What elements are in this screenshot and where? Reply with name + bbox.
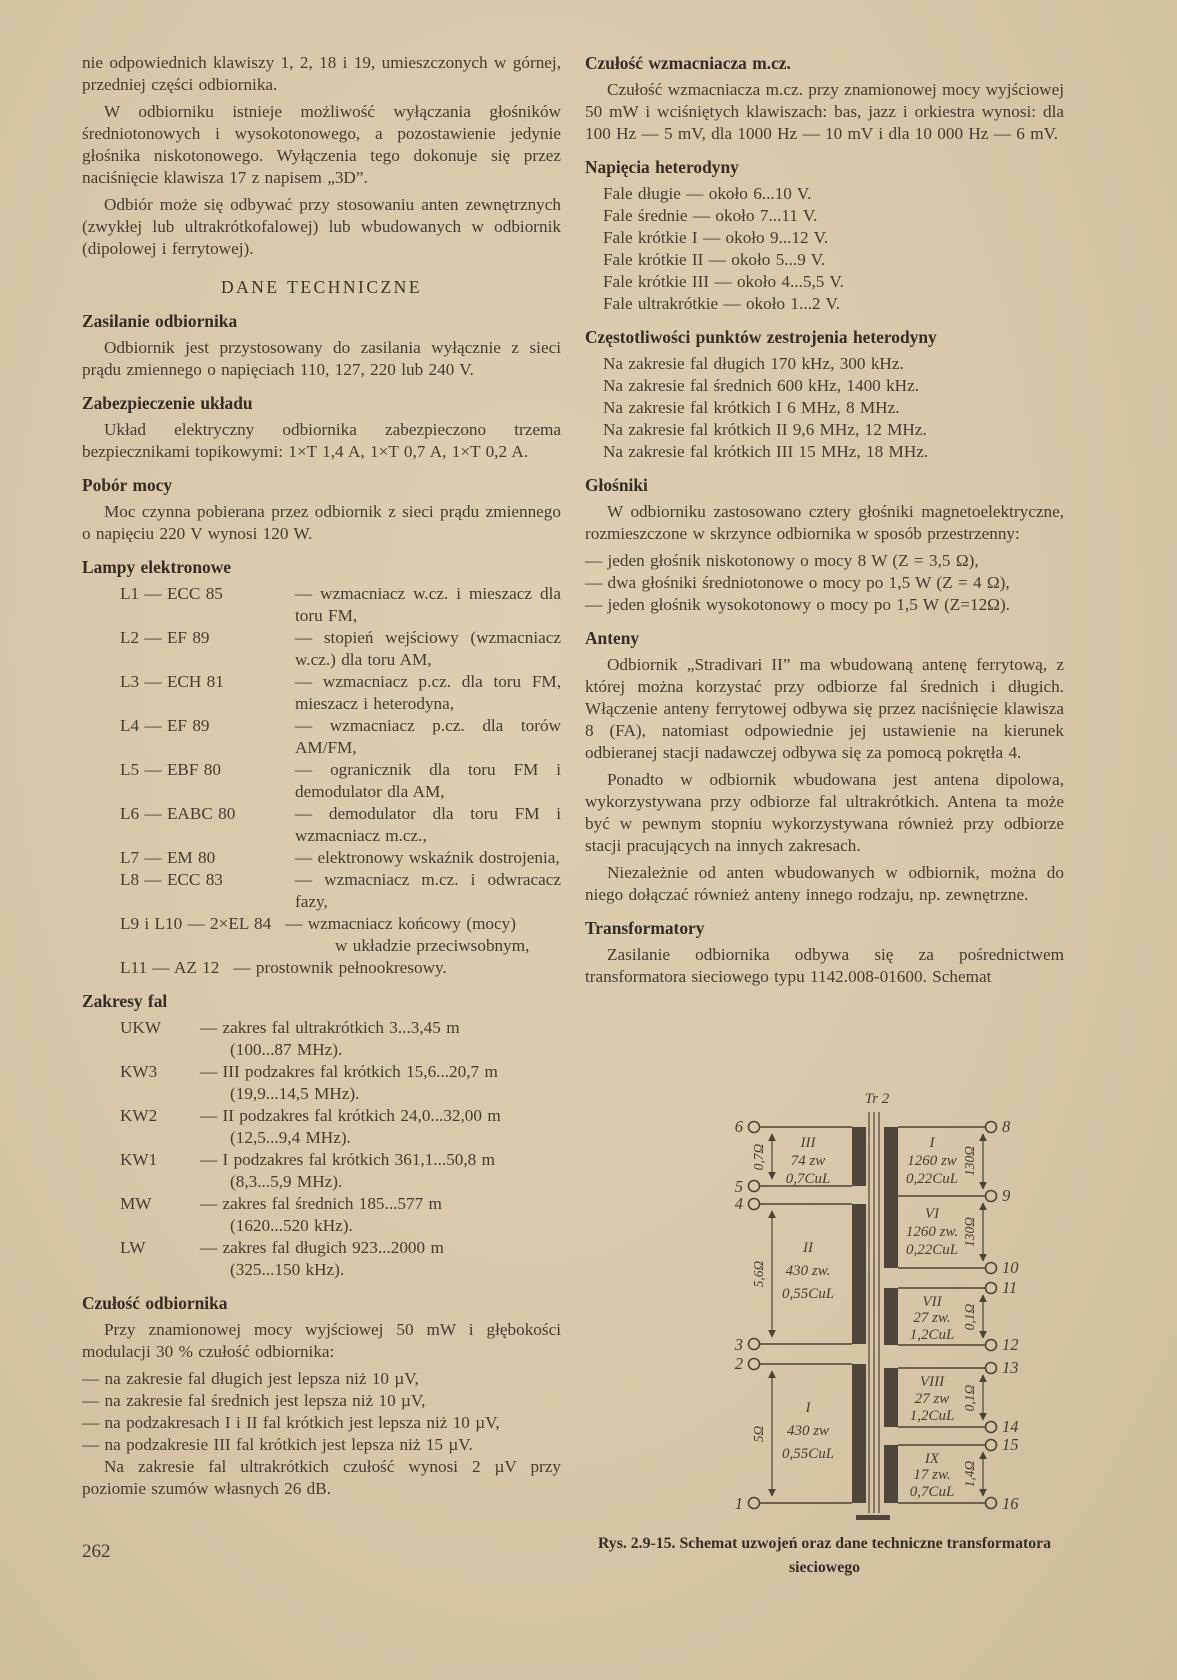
band-freq: (19,9...14,5 MHz).: [230, 1084, 360, 1103]
winding-wire: 0,22CuL: [905, 1171, 959, 1187]
band-id: KW1: [120, 1150, 158, 1169]
winding-wire: 0,7CuL: [785, 1171, 831, 1187]
figure-caption-line1: Rys. 2.9-15. Schemat uzwojeń oraz dane techniczne transformatora: [597, 1535, 1052, 1552]
tube-row: [120, 671, 561, 715]
heading-czulosc: Czułość odbiornika: [82, 1293, 228, 1313]
terminal-number: 9: [1002, 1186, 1011, 1205]
tube-desc-continuation: w układzie przeciwsobnym,: [335, 936, 530, 955]
band-row: [120, 1017, 561, 1061]
heterodyne-voltage-item: Fale krótkie II — około 5...9 V.: [603, 250, 826, 269]
winding-number: III: [800, 1135, 816, 1151]
tube-desc: — wzmacniacz p.cz. dla toru FM, mieszacz i heterodyna,: [295, 672, 561, 713]
heading-pobor-mocy: Pobór mocy: [82, 475, 173, 495]
paragraph: W odbiorniku zastosowano cztery głośniki magnetoelektryczne, rozmieszczone w skrzynce odbiornika w sposób przestrzenny:: [585, 502, 1064, 543]
tube-desc: — wzmacniacz p.cz. dla torów AM/FM,: [295, 716, 561, 757]
winding-wire: 0,55CuL: [781, 1286, 835, 1302]
tube-id: L11 — AZ 12: [120, 958, 220, 977]
heading-zabezpieczenie: Zabezpieczenie układu: [82, 393, 253, 413]
alignment-frequency-item: Na zakresie fal krótkich I 6 MHz, 8 MHz.: [603, 398, 900, 417]
secondary-winding-bars: [884, 1127, 898, 1503]
right-column: [585, 52, 1064, 993]
tube-row: [120, 803, 561, 847]
tube-id: L2 — EF 89: [120, 628, 210, 647]
winding-wire: 0,22CuL: [905, 1242, 959, 1258]
heterodyne-voltage-item: Fale średnie — około 7...11 V.: [603, 206, 818, 225]
figure-caption: [585, 1532, 1064, 1580]
paragraph: Ponadto w odbiornik wbudowana jest antena dipolowa, wykorzystywana przy odbiorze fal ultrakrótkich. Antena ta może być w pewnym stopniu wykorzystywana również przy odbiorze stacji pracujących na innych zakresach.: [585, 770, 1064, 855]
tube-desc: — elektronowy wskaźnik dostrojenia,: [295, 848, 560, 867]
paragraph: Przy znamionowej mocy wyjściowej 50 mW i głębokości modulacji 30 % czułość odbiornika:: [82, 1320, 561, 1361]
winding-number: IX: [924, 1451, 940, 1467]
winding-turns: 430 zw: [786, 1423, 830, 1439]
terminal-number: 13: [1002, 1358, 1019, 1377]
tube-id: L4 — EF 89: [120, 716, 210, 735]
terminal-number: 16: [1002, 1494, 1019, 1513]
tube-row: [120, 583, 561, 627]
winding-number: VII: [922, 1294, 942, 1310]
alignment-frequency-item: Na zakresie fal średnich 600 kHz, 1400 kHz.: [603, 376, 920, 395]
winding-number: VIII: [919, 1374, 945, 1390]
tube-id: L9 i L10 — 2×EL 84: [120, 914, 272, 933]
tube-row: [120, 957, 561, 979]
winding-wire: 0,55CuL: [781, 1446, 835, 1462]
secondary-resistance-dimensions: [962, 1134, 983, 1496]
terminal-number: 8: [1002, 1117, 1011, 1136]
paragraph: Moc czynna pobierana przez odbiornik z sieci prądu zmiennego o napięciu 220 V wynosi 120 W.: [82, 502, 561, 543]
sensitivity-item: — na zakresie fal długich jest lepsza niż 10 µV,: [82, 1369, 419, 1388]
band-range: — II podzakres fal krótkich 24,0...32,00 m: [200, 1106, 501, 1125]
primary-resistance-dimensions: [751, 1134, 772, 1496]
sensitivity-item: — na podzakresach I i II fal krótkich jest lepsza niż 10 µV,: [82, 1413, 500, 1432]
winding-turns: 1260 zw: [907, 1153, 957, 1169]
band-range: — zakres fal średnich 185...577 m: [200, 1194, 442, 1213]
heading-napiecia: Napięcia heterodyny: [585, 157, 739, 177]
band-range: — I podzakres fal krótkich 361,1...50,8 m: [200, 1150, 495, 1169]
band-id: MW: [120, 1194, 152, 1213]
tube-desc: — ogranicznik dla toru FM i demodulator dla AM,: [295, 760, 561, 801]
tube-row: [120, 869, 561, 913]
sensitivity-item: — na podzakresie III fal krótkich jest lepsza niż 15 µV.: [82, 1435, 473, 1454]
resistance-label: 5Ω: [751, 1425, 766, 1443]
tube-row: [120, 627, 561, 671]
primary-winding-labels: [782, 1135, 834, 1462]
band-range: — III podzakres fal krótkich 15,6...20,7 m: [200, 1062, 498, 1081]
winding-number: I: [805, 1400, 811, 1416]
figure-caption-line2: sieciowego: [788, 1559, 861, 1576]
tube-row: [120, 715, 561, 759]
resistance-label: 1,4Ω: [962, 1460, 977, 1488]
winding-turns: 27 zw.: [913, 1310, 951, 1326]
band-freq: (8,3...5,9 MHz).: [230, 1172, 343, 1191]
tube-id: L1 — ECC 85: [120, 584, 223, 603]
winding-wire: 1,2CuL: [909, 1327, 955, 1343]
transformer-label: Tr 2: [864, 1091, 890, 1107]
resistance-label: 5,6Ω: [751, 1260, 766, 1288]
paragraph: Czułość wzmacniacza m.cz. przy znamionowej mocy wyjściowej 50 mW i wciśniętych klawiszach: bas, jazz i orkiestra wynosi: dla 100 Hz — 5 mV, dla 1000 Hz — 10 mV i dla 10 000 Hz — 6 mV.: [585, 80, 1064, 143]
terminal-number: 11: [1002, 1278, 1018, 1297]
transformer-winding-diagram: [720, 1085, 1050, 1535]
winding-turns: 430 zw.: [785, 1263, 831, 1279]
heading-czulosc-wzmacniacza: Czułość wzmacniacza m.cz.: [585, 53, 791, 73]
band-row: [120, 1193, 561, 1237]
speaker-item: — jeden głośnik niskotonowy o mocy 8 W (Z = 3,5 Ω),: [585, 551, 979, 570]
band-row: [120, 1237, 561, 1281]
terminal-number: 4: [734, 1194, 743, 1213]
terminal-number: 3: [734, 1335, 743, 1354]
tube-desc: — stopień wejściowy (wzmacniacz w.cz.) dla toru AM,: [295, 628, 561, 669]
resistance-label: 0,7Ω: [751, 1143, 766, 1171]
terminal-number: 1: [734, 1494, 743, 1513]
tube-id: L7 — EM 80: [120, 848, 216, 867]
resistance-label: 0,1Ω: [962, 1384, 977, 1412]
tube-desc: — prostownik pełnookresowy.: [233, 958, 447, 977]
band-id: KW3: [120, 1062, 158, 1081]
winding-wire: 0,7CuL: [909, 1484, 955, 1500]
band-row: [120, 1105, 561, 1149]
alignment-frequency-item: Na zakresie fal krótkich II 9,6 MHz, 12 MHz.: [603, 420, 927, 439]
heading-glosniki: Głośniki: [585, 475, 648, 495]
terminal-number: 12: [1002, 1335, 1019, 1354]
tube-row: [120, 759, 561, 803]
band-row: [120, 1149, 561, 1193]
terminal-number: 2: [734, 1354, 743, 1373]
band-id: LW: [120, 1238, 146, 1257]
sensitivity-item: — na zakresie fal średnich jest lepsza niż 10 µV,: [82, 1391, 426, 1410]
terminal-number: 5: [734, 1177, 743, 1196]
paragraph: Odbiór może się odbywać przy stosowaniu anten zewnętrznych (zwykłej lub ultrakrótkofalowej) lub wbudowanych w odbiornik (dipolowej i ferrytowej).: [82, 195, 561, 258]
tube-list: [120, 583, 561, 979]
terminal-number: 15: [1002, 1435, 1019, 1454]
terminal-number: 6: [734, 1117, 743, 1136]
heading-transformatory: Transformatory: [585, 918, 705, 938]
heading-czestotliwosci: Częstotliwości punktów zestrojenia heterodyny: [585, 327, 937, 347]
tube-id: L8 — ECC 83: [120, 870, 223, 889]
page-number: 262: [82, 1541, 111, 1562]
tube-desc: — wzmacniacz w.cz. i mieszacz dla toru FM,: [295, 584, 561, 625]
heading-lampy: Lampy elektronowe: [82, 557, 232, 577]
tube-row: [120, 847, 561, 869]
tube-id: L6 — EABC 80: [120, 804, 236, 823]
band-freq: (12,5...9,4 MHz).: [230, 1128, 351, 1147]
winding-turns: 1260 zw.: [905, 1224, 959, 1240]
heterodyne-voltage-item: Fale krótkie I — około 9...12 V.: [603, 228, 829, 247]
heterodyne-voltage-item: Fale krótkie III — około 4...5,5 V.: [603, 272, 844, 291]
heterodyne-voltage-item: Fale ultrakrótkie — około 1...2 V.: [603, 294, 841, 313]
winding-wire: 1,2CuL: [909, 1408, 955, 1424]
primary-winding-bars: [852, 1127, 866, 1503]
section-title: DANE TECHNICZNE: [220, 277, 423, 297]
alignment-frequency-item: Na zakresie fal krótkich III 15 MHz, 18 MHz.: [603, 442, 929, 461]
paragraph: Niezależnie od anten wbudowanych w odbiornik, można do niego dołączać również anteny innego rodzaju, np. zewnętrzne.: [585, 863, 1064, 904]
tube-id: L3 — ECH 81: [120, 672, 224, 691]
band-range: — zakres fal ultrakrótkich 3...3,45 m: [200, 1018, 460, 1037]
terminal-number: 10: [1002, 1258, 1019, 1277]
paragraph: W odbiorniku istnieje możliwość wyłączania głośników średniotonowych i wysokotonowego, a pozostawienie jedynie głośnika niskotonowego. Wyłączenia tego dokonuje się przez naciśnięcie klawisza 17 z napisem „3D”.: [82, 102, 561, 187]
winding-turns: 17 zw.: [913, 1467, 951, 1483]
resistance-label: 130Ω: [962, 1216, 977, 1248]
band-range: — zakres fal długich 923...2000 m: [200, 1238, 444, 1257]
band-id: KW2: [120, 1106, 158, 1125]
paragraph: Zasilanie odbiornika odbywa się za pośrednictwem transformatora sieciowego typu 1142.008-01600. Schemat: [585, 945, 1064, 986]
band-id: UKW: [120, 1018, 162, 1037]
winding-turns: 27 zw: [914, 1391, 950, 1407]
speaker-item: — dwa głośniki średniotonowe o mocy po 1,5 W (Z = 4 Ω),: [585, 573, 1010, 592]
winding-number: VI: [924, 1206, 940, 1222]
band-list: [120, 1017, 561, 1281]
band-freq: (325...150 kHz).: [230, 1260, 345, 1279]
ground-symbol: [856, 1515, 890, 1520]
tube-desc: — demodulator dla toru FM i wzmacniacz m.cz.,: [295, 804, 561, 845]
speaker-item: — jeden głośnik wysokotonowy o mocy po 1,5 W (Z=12Ω).: [585, 595, 1010, 614]
band-row: [120, 1061, 561, 1105]
winding-number: II: [803, 1240, 813, 1256]
paragraph: Odbiornik jest przystosowany do zasilania wyłącznie z sieci prądu zmiennego o napięciach 110, 127, 220 lub 240 V.: [82, 338, 561, 379]
resistance-label: 0,1Ω: [962, 1303, 977, 1331]
tube-desc: — wzmacniacz końcowy (mocy): [285, 914, 516, 933]
heading-anteny: Anteny: [585, 628, 640, 648]
tube-desc: — wzmacniacz m.cz. i odwracacz fazy,: [295, 870, 561, 911]
resistance-label: 130Ω: [962, 1145, 977, 1177]
winding-turns: 74 zw: [790, 1153, 826, 1169]
heterodyne-voltage-item: Fale długie — około 6...10 V.: [603, 184, 812, 203]
tube-row: [120, 913, 561, 935]
paragraph: Na zakresie fal ultrakrótkich czułość wynosi 2 µV przy poziomie szumów własnych 26 dB.: [82, 1457, 561, 1498]
left-column: [82, 52, 561, 1505]
alignment-frequency-item: Na zakresie fal długich 170 kHz, 300 kHz.: [603, 354, 904, 373]
paragraph-continuation: nie odpowiednich klawiszy 1, 2, 18 i 19, umieszczonych w górnej, przedniej części odbiornika.: [82, 53, 561, 94]
heading-zakresy: Zakresy fal: [82, 991, 168, 1011]
terminal-number: 14: [1002, 1417, 1019, 1436]
band-freq: (1620...520 kHz).: [230, 1216, 353, 1235]
heading-zasilanie: Zasilanie odbiornika: [82, 311, 238, 331]
tube-id: L5 — EBF 80: [120, 760, 221, 779]
paragraph: Odbiornik „Stradivari II” ma wbudowaną antenę ferrytową, z której można korzystać przy odbiorze fal średnich i długich. Włączenie anteny ferrytowej odbywa się przez naciśnięcie klawisza 8 (FA), natomiast odpowiednie jej ustawienie na kierunek odbieranej stacji nadawczej odbywa się za pomocą pokrętła 4.: [585, 655, 1064, 762]
band-freq: (100...87 MHz).: [230, 1040, 343, 1059]
paragraph: Układ elektryczny odbiornika zabezpieczono trzema bezpiecznikami topikowymi: 1×T 1,4 A, 1×T 0,7 A, 1×T 0,2 A.: [82, 420, 561, 461]
winding-number: I: [929, 1135, 935, 1151]
